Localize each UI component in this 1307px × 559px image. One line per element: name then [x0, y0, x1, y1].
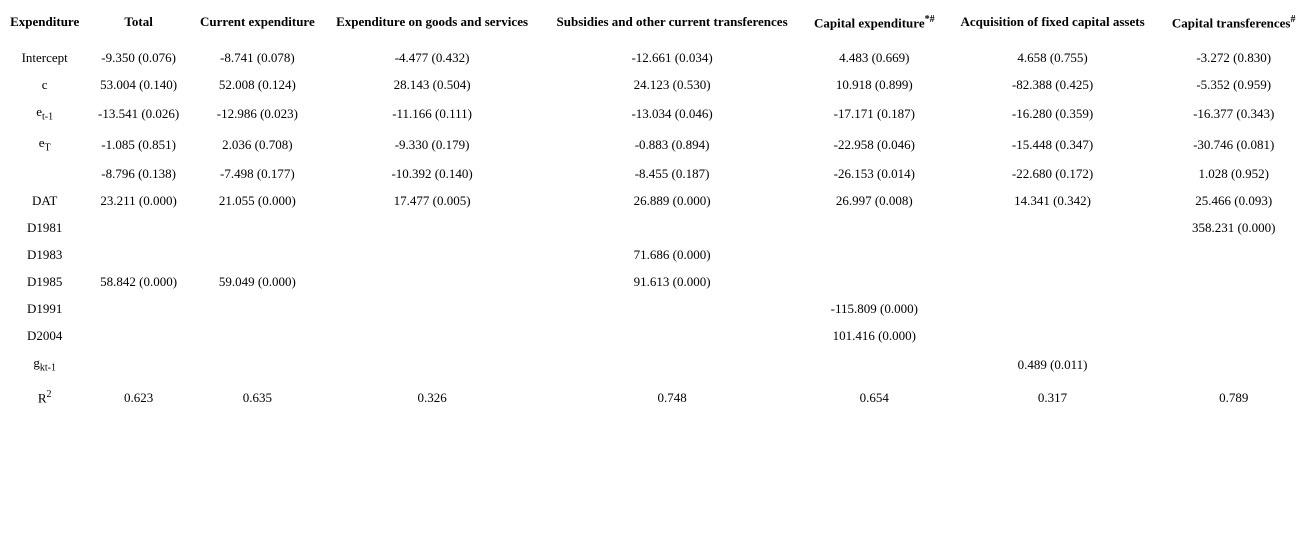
table-cell [86, 322, 191, 349]
table-cell: -22.680 (0.172) [1011, 165, 1094, 181]
table-cell: 4.658 (0.755) [1017, 49, 1088, 65]
table-row [3, 214, 1307, 241]
table-cell: 358.231 (0.000) [1191, 219, 1276, 235]
table-cell: -11.166 (0.111) [392, 105, 472, 121]
row-label [3, 129, 86, 160]
row-label-subscript: t-1 [42, 111, 54, 123]
table-row [3, 129, 1307, 160]
table-row [3, 349, 1307, 380]
table-cell: 14.341 (0.342) [1014, 192, 1092, 208]
table-cell [191, 295, 324, 322]
table-cell: 24.123 (0.530) [633, 76, 711, 92]
table-cell [540, 295, 804, 322]
table-cell: 0.623 [124, 390, 154, 405]
table-cell: 10.918 (0.899) [835, 76, 913, 92]
table-cell [1160, 295, 1307, 322]
row-label: D1991 [26, 300, 63, 316]
row-label: c [41, 76, 48, 92]
row-label: Intercept [21, 49, 68, 65]
table-cell: 91.613 (0.000) [633, 273, 711, 289]
table-cell: 23.211 (0.000) [100, 192, 177, 208]
table-body [3, 44, 1307, 416]
table-cell: 28.143 (0.504) [393, 76, 471, 92]
table-row [3, 241, 1307, 268]
table-cell [86, 295, 191, 322]
table-cell [324, 214, 540, 241]
table-cell: -82.388 (0.425) [1011, 76, 1094, 92]
table-cell: -30.746 (0.081) [1193, 136, 1275, 152]
table-cell [1160, 349, 1307, 380]
table-cell: -8.796 (0.138) [101, 165, 176, 181]
table-cell [1160, 268, 1307, 295]
table-cell [1160, 241, 1307, 268]
table-cell [540, 214, 804, 241]
table-row [3, 322, 1307, 349]
table-cell [86, 349, 191, 380]
header-row [3, 8, 1307, 44]
table-cell: 17.477 (0.005) [393, 192, 471, 208]
table-cell: -8.455 (0.187) [634, 165, 710, 181]
table-cell: 2.036 (0.708) [222, 136, 293, 152]
table-cell: -22.958 (0.046) [833, 136, 915, 152]
table-cell: 26.997 (0.008) [835, 192, 913, 208]
table-cell: 25.466 (0.093) [1195, 192, 1273, 208]
header-subsidies: Subsidies and other current transferences [556, 14, 788, 29]
table-cell: -8.741 (0.078) [220, 49, 295, 65]
table-cell: -26.153 (0.014) [833, 165, 915, 181]
table-cell [324, 322, 540, 349]
row-label [3, 380, 86, 416]
table-cell [86, 214, 191, 241]
table-row [3, 295, 1307, 322]
table-cell [540, 322, 804, 349]
row-label [3, 349, 86, 380]
table-cell: -3.272 (0.830) [1196, 49, 1272, 65]
header-capital-transferences-mark: # [1290, 14, 1296, 25]
table-cell: 101.416 (0.000) [832, 327, 916, 343]
row-label-superscript: 2 [46, 389, 52, 401]
table-cell: -9.330 (0.179) [394, 136, 470, 152]
table-cell: 0.635 [242, 390, 273, 405]
table-cell [324, 268, 540, 295]
table-cell: -12.986 (0.023) [216, 105, 299, 121]
table-cell: -13.541 (0.026) [98, 105, 180, 121]
table-cell [945, 241, 1161, 268]
table-cell: 1.028 (0.952) [1198, 165, 1269, 181]
table-cell: -4.477 (0.432) [394, 49, 470, 65]
table-cell: -13.034 (0.046) [631, 105, 713, 121]
table-cell [324, 349, 540, 380]
table-cell: -16.280 (0.359) [1011, 105, 1094, 121]
table-cell: 53.004 (0.140) [100, 76, 178, 92]
row-label: D1983 [26, 246, 63, 262]
table-cell: 0.489 (0.011) [1017, 356, 1088, 372]
header-capital-expenditure-mark: *# [924, 14, 935, 25]
table-cell [804, 214, 945, 241]
table-cell [945, 268, 1161, 295]
table-cell: -1.085 (0.851) [101, 136, 176, 152]
table-cell [324, 295, 540, 322]
table-cell: -5.352 (0.959) [1196, 76, 1272, 92]
table-cell: 21.055 (0.000) [218, 192, 296, 208]
table-cell [945, 322, 1161, 349]
table-cell [804, 349, 945, 380]
table-cell: 0.326 [417, 390, 447, 405]
header-current-expenditure: Current expenditure [200, 14, 315, 29]
table-cell: -7.498 (0.177) [220, 165, 295, 181]
table-cell: -115.809 (0.000) [830, 300, 918, 316]
table-cell [804, 241, 945, 268]
table-cell: 58.842 (0.000) [100, 273, 178, 289]
header-total: Total [124, 14, 153, 29]
row-label-base: e [38, 135, 45, 151]
header-capital-transferences [1160, 8, 1307, 44]
table-cell: 71.686 (0.000) [633, 246, 711, 262]
row-label: D1981 [26, 219, 63, 235]
table-cell [191, 214, 324, 241]
table-cell: -16.377 (0.343) [1193, 105, 1275, 121]
row-label-base: g [33, 355, 40, 371]
row-label-subscript: T [44, 142, 51, 154]
table-cell: 59.049 (0.000) [218, 273, 296, 289]
header-capital-expenditure-label: Capital expenditure [813, 15, 925, 31]
row-label [3, 160, 86, 187]
header-fixed-capital: Acquisition of fixed capital assets [960, 14, 1145, 29]
table-cell: -0.883 (0.894) [634, 136, 710, 152]
table-cell [945, 295, 1161, 322]
table-cell [324, 241, 540, 268]
table-cell: -9.350 (0.076) [101, 49, 176, 65]
row-label: D2004 [26, 327, 63, 343]
table-cell: -17.171 (0.187) [833, 105, 915, 121]
table-row [3, 71, 1307, 98]
table-row [3, 44, 1307, 71]
table-cell [191, 349, 324, 380]
table-cell [945, 214, 1161, 241]
table-cell [540, 349, 804, 380]
table-cell: 4.483 (0.669) [839, 49, 910, 65]
table-cell: -15.448 (0.347) [1011, 136, 1094, 152]
table-row [3, 160, 1307, 187]
table-cell [191, 241, 324, 268]
table-cell: 26.889 (0.000) [633, 192, 711, 208]
table-cell [86, 241, 191, 268]
header-capital-expenditure [804, 8, 945, 44]
table-row [3, 98, 1307, 129]
table-cell: 0.317 [1037, 390, 1068, 405]
table-cell: -10.392 (0.140) [391, 165, 473, 181]
header-goods-services: Expenditure on goods and services [336, 14, 529, 29]
table-cell: 0.789 [1219, 390, 1249, 405]
table-row [3, 268, 1307, 295]
table-cell: 0.654 [859, 390, 889, 405]
header-expenditure: Expenditure [10, 14, 80, 29]
table-row [3, 187, 1307, 214]
row-label [3, 98, 86, 129]
table-row [3, 380, 1307, 416]
row-label-base: R [37, 390, 47, 406]
row-label-base: e [36, 104, 43, 120]
table-cell [804, 268, 945, 295]
regression-table [3, 8, 1307, 416]
table-cell: 52.008 (0.124) [218, 76, 296, 92]
header-capital-transferences-label: Capital transferences [1171, 15, 1291, 31]
table-cell [1160, 322, 1307, 349]
table-cell [191, 322, 324, 349]
row-label-subscript: kt-1 [39, 362, 56, 374]
row-label: D1985 [26, 273, 63, 289]
table-cell: 0.748 [657, 390, 687, 405]
row-label: DAT [32, 192, 58, 208]
table-cell: -12.661 (0.034) [631, 49, 713, 65]
